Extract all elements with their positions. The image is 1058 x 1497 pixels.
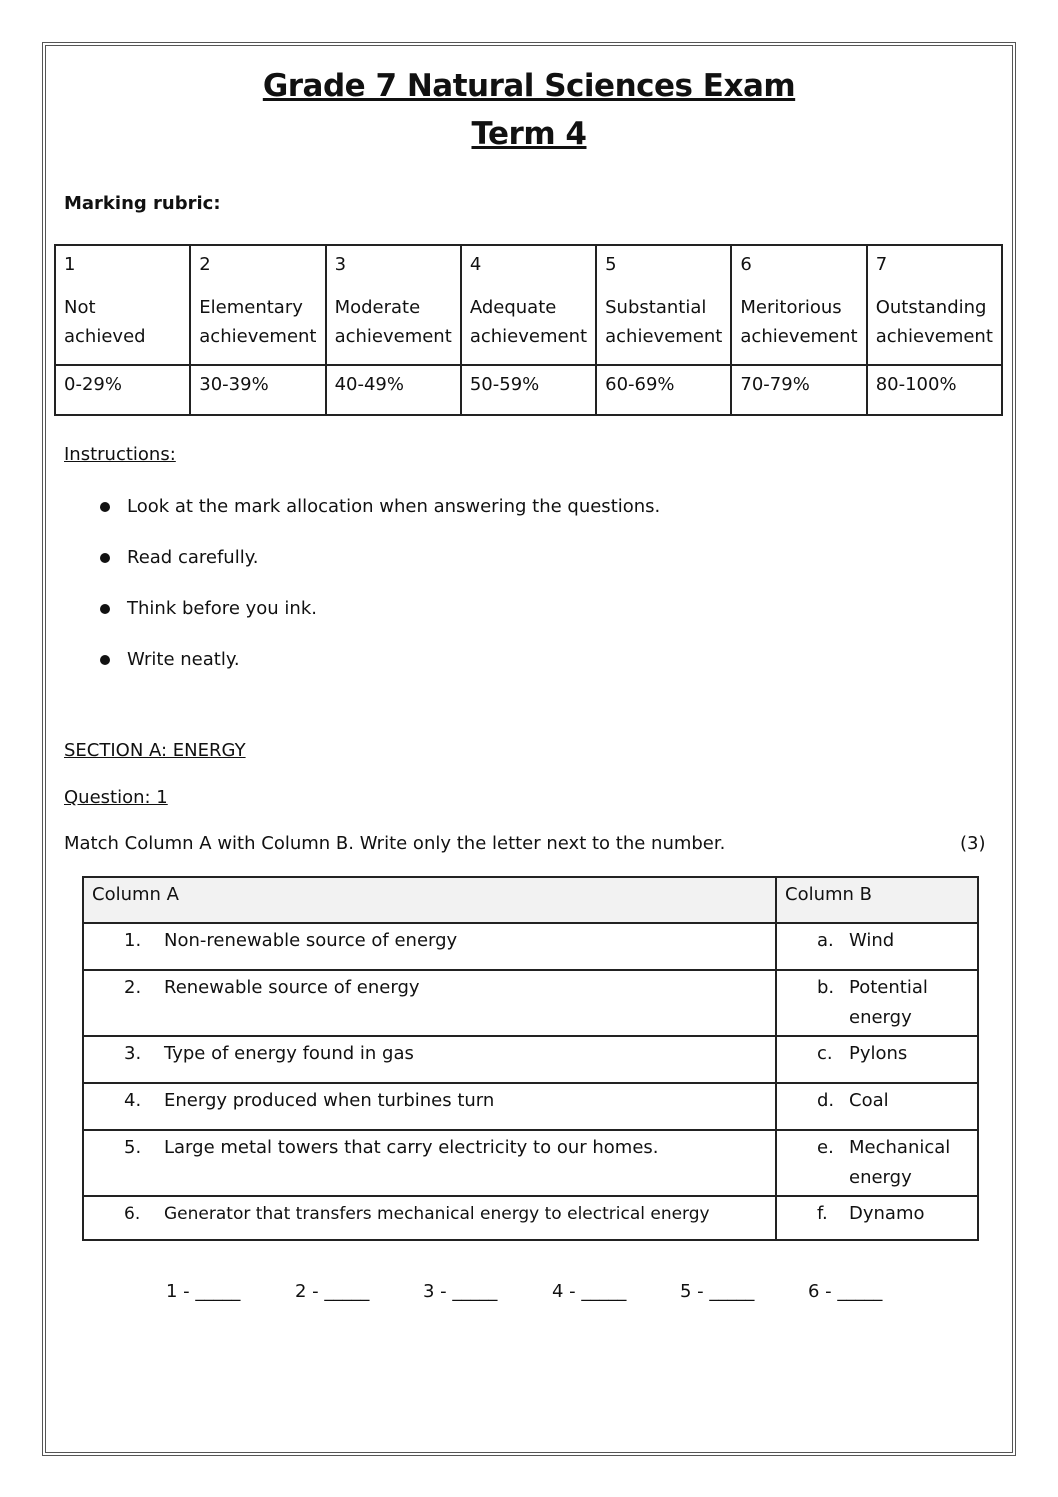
rubric-level: [461, 245, 596, 365]
answer-blank[interactable]: 2 - _____: [295, 1281, 370, 1302]
instruction-text: Look at the mark allocation when answering the questions.: [127, 496, 661, 517]
table-row: [83, 1196, 978, 1240]
matching-table: [82, 876, 979, 1241]
instruction-text: Think before you ink.: [127, 598, 317, 619]
table-row: [83, 970, 978, 1036]
table-row: [83, 1083, 978, 1130]
option-text: Wind: [849, 930, 895, 951]
exam-title: Grade 7 Natural Sciences Exam: [262, 68, 796, 104]
column-b-cell: [776, 970, 978, 1036]
question-prompt: Match Column A with Column B. Write only the letter next to the number.: [64, 833, 726, 854]
rubric-range: 60-69%: [596, 365, 731, 415]
mark-allocation: (3): [960, 833, 986, 854]
rubric-level-description: Adequate achievement: [469, 297, 588, 347]
column-a-cell: [83, 970, 776, 1036]
column-a-cell: [83, 1036, 776, 1083]
option-text: Pylons: [849, 1043, 908, 1064]
rubric-range: 80-100%: [867, 365, 1002, 415]
column-b-header: Column B: [776, 877, 978, 923]
column-b-cell: [776, 1083, 978, 1130]
exam-term: Term 4: [471, 116, 587, 152]
rubric-range: 70-79%: [731, 365, 866, 415]
rubric-label: Marking rubric:: [64, 193, 221, 214]
item-number: 4.: [124, 1090, 142, 1111]
rubric-level: [731, 245, 866, 365]
bullet-icon: [100, 553, 110, 563]
rubric-level: [326, 245, 461, 365]
option-letter: a.: [817, 930, 834, 951]
column-a-header: Column A: [83, 877, 776, 923]
rubric-level-number: 2: [199, 254, 211, 275]
rubric-level-number: 7: [875, 254, 888, 275]
option-letter: f.: [817, 1203, 828, 1224]
list-item: [100, 494, 660, 545]
item-number: 1.: [124, 930, 142, 951]
item-number: 5.: [124, 1137, 142, 1158]
item-number: 2.: [124, 977, 142, 998]
rubric-range: 40-49%: [326, 365, 461, 415]
instructions-list: [100, 494, 660, 698]
item-text: Renewable source of energy: [164, 977, 420, 998]
list-item: [100, 647, 660, 698]
rubric-level-description: Substantial achievement: [605, 297, 723, 347]
table-row: [83, 1130, 978, 1196]
section-heading: SECTION A: ENERGY: [64, 740, 246, 761]
rubric-level: [867, 245, 1002, 365]
option-letter: c.: [817, 1043, 833, 1064]
column-a-cell: [83, 1130, 776, 1196]
list-item: [100, 596, 660, 647]
item-text: Generator that transfers mechanical energy to electrical energy: [164, 1204, 710, 1224]
rubric-range: 50-59%: [461, 365, 596, 415]
rubric-level-description: Elementary achievement: [199, 297, 317, 347]
option-text: Mechanical energy: [849, 1137, 951, 1188]
rubric-level-number: 4: [469, 254, 482, 275]
instruction-text: Write neatly.: [127, 649, 240, 670]
rubric-level-description: Outstanding achievement: [875, 297, 993, 347]
rubric-range: 0-29%: [55, 365, 190, 415]
bullet-icon: [100, 604, 110, 614]
rubric-level-number: 6: [740, 254, 752, 275]
rubric-level: [596, 245, 731, 365]
table-row: [83, 1036, 978, 1083]
item-text: Non-renewable source of energy: [164, 930, 458, 951]
marking-rubric-table: [54, 244, 1003, 416]
answer-blank[interactable]: 6 - _____: [808, 1281, 883, 1302]
answer-blank[interactable]: 5 - _____: [680, 1281, 755, 1302]
rubric-level-number: 3: [334, 254, 347, 275]
option-letter: e.: [817, 1137, 834, 1158]
instructions-label: Instructions:: [64, 444, 176, 465]
answer-blank[interactable]: 3 - _____: [423, 1281, 498, 1302]
answer-blank[interactable]: 1 - _____: [166, 1281, 241, 1302]
table-row: [83, 923, 978, 970]
column-b-cell: [776, 1130, 978, 1196]
option-text: Dynamo: [849, 1203, 925, 1224]
rubric-level-number: 1: [64, 254, 76, 275]
item-number: 3.: [124, 1043, 142, 1064]
rubric-level-description: Moderate achievement: [334, 297, 452, 347]
column-b-cell: [776, 923, 978, 970]
column-a-cell: [83, 923, 776, 970]
rubric-level-number: 5: [605, 254, 617, 275]
rubric-range: 30-39%: [190, 365, 325, 415]
column-b-cell: [776, 1196, 978, 1240]
option-text: Potential energy: [849, 977, 928, 1028]
option-letter: d.: [817, 1090, 835, 1111]
column-a-cell: [83, 1083, 776, 1130]
item-text: Type of energy found in gas: [164, 1043, 414, 1064]
item-text: Energy produced when turbines turn: [164, 1090, 495, 1111]
answer-blank[interactable]: 4 - _____: [552, 1281, 627, 1302]
rubric-level: [190, 245, 325, 365]
rubric-level: [55, 245, 190, 365]
list-item: [100, 545, 660, 596]
option-letter: b.: [817, 977, 835, 998]
rubric-level-description: Meritorious achievement: [740, 297, 858, 347]
bullet-icon: [100, 502, 110, 512]
column-b-cell: [776, 1036, 978, 1083]
option-text: Coal: [849, 1090, 889, 1111]
question-label: Question: 1: [64, 787, 168, 808]
instruction-text: Read carefully.: [127, 547, 259, 568]
rubric-level-description: Not achieved: [64, 297, 146, 347]
item-number: 6.: [124, 1204, 141, 1224]
column-a-cell: [83, 1196, 776, 1240]
item-text: Large metal towers that carry electricity to our homes.: [164, 1137, 659, 1158]
bullet-icon: [100, 655, 110, 665]
